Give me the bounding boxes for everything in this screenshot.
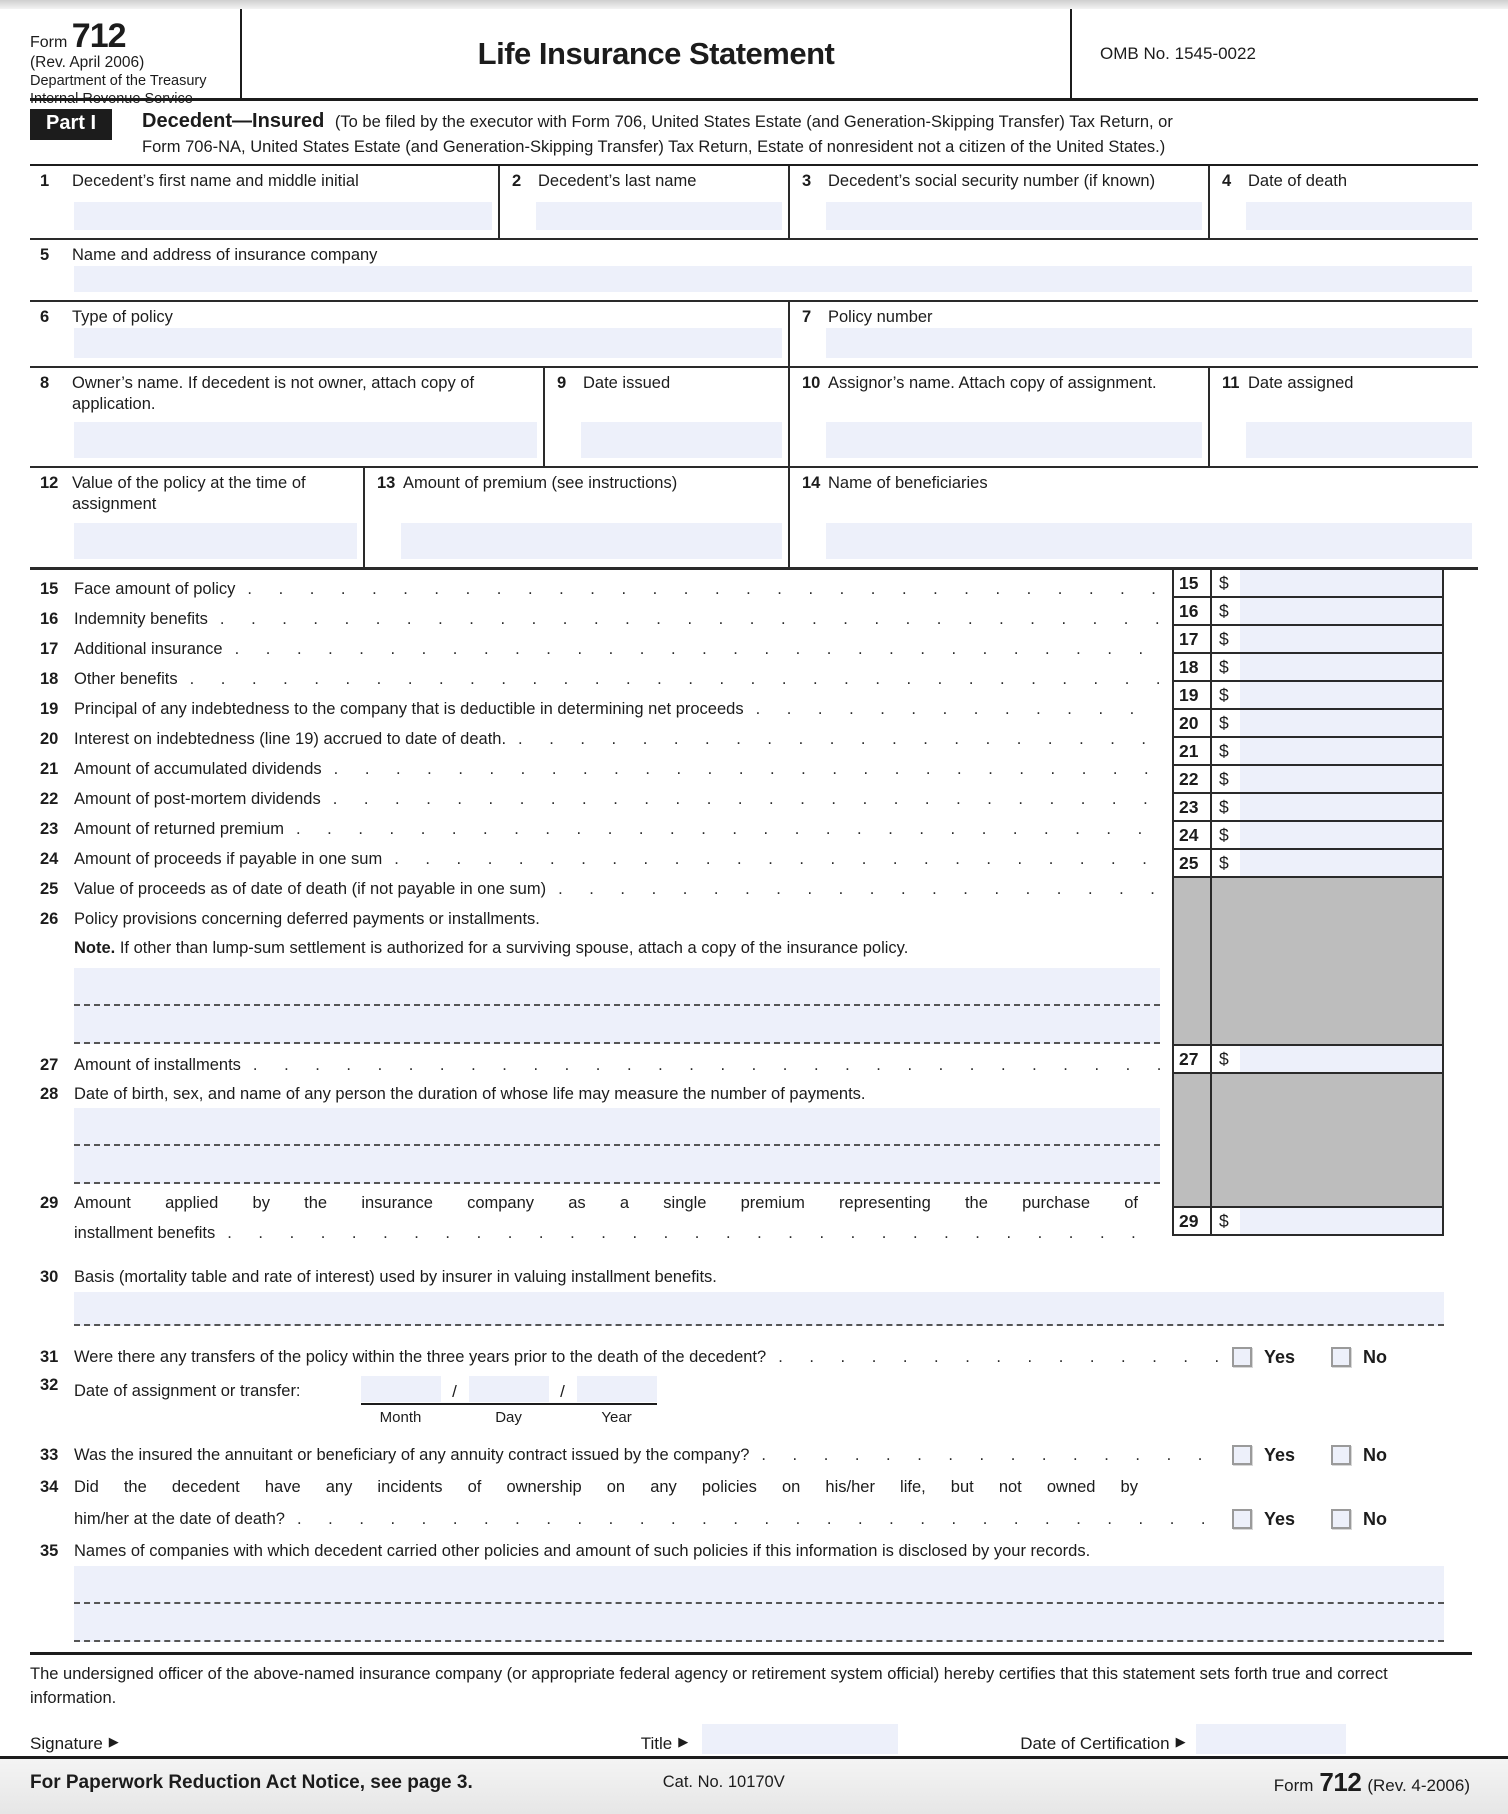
line-35 — [30, 1536, 1478, 1566]
line-28-write-line-1[interactable] — [74, 1108, 1160, 1146]
line-19 — [30, 694, 1162, 724]
line-34-no-checkbox[interactable] — [1331, 1509, 1351, 1529]
dot-leader — [334, 760, 1162, 779]
dot-leader — [227, 1224, 1162, 1243]
amount-box-27-number: 27 — [1174, 1046, 1212, 1072]
form-712-page — [0, 9, 1508, 1814]
amount-box-22-number: 22 — [1174, 766, 1212, 792]
amount-box-29 — [1172, 1206, 1444, 1236]
amount-15-input[interactable] — [1212, 570, 1442, 596]
line-28 — [30, 1080, 1162, 1108]
line-26-number: 26 — [40, 910, 59, 928]
field-11-label: Date assigned — [1248, 374, 1354, 392]
line-16-number: 16 — [40, 609, 59, 628]
line-17 — [30, 634, 1162, 664]
part1-heading: Decedent—Insured — [142, 110, 325, 132]
dollar-sign: $ — [1219, 628, 1229, 649]
beneficiaries-input[interactable] — [826, 523, 1472, 559]
form-number-footer: 712 — [1319, 1767, 1362, 1797]
line-35-write-line-1[interactable] — [74, 1566, 1444, 1604]
line-16-label: Indemnity benefits — [74, 609, 208, 628]
line-16 — [30, 604, 1162, 634]
line-29-continued — [30, 1218, 1162, 1248]
dot-leader — [333, 790, 1162, 809]
line-31-yes-no — [1232, 1347, 1444, 1368]
amount-box-25-number: 25 — [1174, 850, 1212, 876]
title-arrow-icon: ▶ — [678, 1734, 689, 1749]
line-33-yes-checkbox[interactable] — [1232, 1445, 1252, 1465]
line-15-number: 15 — [40, 579, 59, 598]
part1-instructions-line2: Form 706-NA, United States Estate (and Generation-Skipping Transfer) Tax Return, Estate of nonresident not a citizen of the United States.) — [142, 138, 1166, 156]
line-23-label: Amount of returned premium — [74, 819, 285, 838]
line-27-label: Amount of installments — [74, 1055, 241, 1074]
line-32 — [30, 1376, 1478, 1426]
line-26-label: Policy provisions concerning deferred payments or installments. — [74, 910, 540, 928]
amount-16-input[interactable] — [1212, 598, 1442, 624]
amount-box-19 — [1172, 680, 1444, 710]
title-label: Title — [640, 1734, 673, 1753]
amount-18-input[interactable] — [1212, 654, 1442, 680]
field-1-number: 1 — [40, 172, 50, 190]
line-32-label: Date of assignment or transfer: — [74, 1382, 301, 1400]
certification-statement: The undersigned officer of the above-named insurance company (or appropriate federal agency or retirement system official) hereby certifies that this statement sets forth true and correct information. — [30, 1652, 1472, 1710]
line-22-label: Amount of post-mortem dividends — [74, 789, 321, 808]
title-group — [641, 1724, 899, 1754]
field-insurance-company — [30, 240, 1478, 300]
amount-box-25 — [1172, 848, 1444, 878]
line-17-label: Additional insurance — [74, 639, 223, 658]
dollar-sign: $ — [1219, 656, 1229, 677]
line-26-write-line-1[interactable] — [74, 968, 1160, 1006]
dot-leader — [394, 850, 1162, 869]
dollar-sign: $ — [1219, 712, 1229, 733]
field-9-label: Date issued — [583, 374, 671, 392]
field-7-label: Policy number — [828, 308, 933, 326]
line-35-number: 35 — [40, 1542, 59, 1560]
line-26-note-text: If other than lump-sum settlement is authorized for a surviving spouse, attach a copy of the insurance policy. — [119, 939, 909, 957]
dollar-sign: $ — [1219, 684, 1229, 705]
signature-arrow-icon: ▶ — [108, 1734, 119, 1749]
amount-box-22 — [1172, 764, 1444, 794]
line-27 — [30, 1050, 1162, 1080]
amount-box-27 — [1172, 1044, 1444, 1074]
dot-leader — [247, 580, 1162, 599]
shaded-area-26 — [1172, 876, 1444, 1046]
field-assignor-name — [790, 368, 1210, 466]
field-12-number: 12 — [40, 474, 59, 492]
amount-19-input[interactable] — [1212, 682, 1442, 708]
line-29 — [30, 1188, 1162, 1218]
amount-22-input[interactable] — [1212, 766, 1442, 792]
line-26-input[interactable] — [74, 968, 1160, 1044]
line-21-label: Amount of accumulated dividends — [74, 759, 322, 778]
insurance-company-input[interactable] — [74, 266, 1472, 292]
amount-21-input[interactable] — [1212, 738, 1442, 764]
decedent-first-name-input[interactable] — [74, 202, 492, 230]
form-revision: (Rev. April 2006) — [30, 54, 145, 71]
field-5-label: Name and address of insurance company — [72, 246, 378, 264]
amount-box-19-number: 19 — [1174, 682, 1212, 708]
line-26-note-label: Note. — [74, 939, 116, 957]
lines-left-column — [30, 574, 1162, 1248]
amount-20-input[interactable] — [1212, 710, 1442, 736]
assignor-name-input[interactable] — [826, 422, 1202, 458]
title-label-group — [641, 1734, 689, 1754]
line-35-write-line-2[interactable] — [74, 1604, 1444, 1642]
field-6-number: 6 — [40, 308, 50, 326]
amount-box-21-number: 21 — [1174, 738, 1212, 764]
premium-amount-input[interactable] — [401, 523, 782, 559]
line-17-number: 17 — [40, 639, 59, 658]
line-28-label: Date of birth, sex, and name of any person the duration of whose life may measure the number of payments. — [74, 1085, 866, 1103]
amount-25-input[interactable] — [1212, 850, 1442, 876]
dot-leader — [518, 730, 1162, 749]
field-13-label: Amount of premium (see instructions) — [403, 474, 678, 492]
line-28-input[interactable] — [74, 1108, 1160, 1184]
line-18-label: Other benefits — [74, 669, 178, 688]
form-id-block — [30, 9, 242, 107]
line-29-label-line2: installment benefits — [74, 1223, 216, 1242]
day-label: Day — [495, 1409, 522, 1426]
line-19-number: 19 — [40, 699, 59, 718]
amount-box-16 — [1172, 596, 1444, 626]
line-20-number: 20 — [40, 729, 59, 748]
dot-leader — [220, 610, 1162, 629]
policy-type-input[interactable] — [74, 328, 782, 358]
amount-box-17 — [1172, 624, 1444, 654]
date-cert-label-group — [1020, 1734, 1185, 1754]
shaded-number-cell — [1174, 878, 1212, 1044]
field-owner-name — [30, 368, 545, 466]
line-26-note — [74, 934, 1084, 962]
field-8-label: Owner’s name. If decedent is not owner, attach copy of application. — [72, 374, 475, 413]
dot-leader — [778, 1348, 1222, 1367]
omb-number: OMB No. 1545-0022 — [1100, 43, 1256, 63]
field-decedent-ssn — [790, 166, 1210, 238]
line-19-label: Principal of any indebtedness to the company that is deductible in determining net proceeds — [74, 699, 744, 718]
amount-box-21 — [1172, 736, 1444, 766]
line-28-write-line-2[interactable] — [74, 1146, 1160, 1184]
paperwork-reduction-notice: For Paperwork Reduction Act Notice, see page 3. — [30, 1771, 473, 1793]
line-30-block — [30, 1262, 1478, 1326]
policy-number-input[interactable] — [826, 328, 1472, 358]
form-revision-footer: (Rev. 4-2006) — [1367, 1776, 1470, 1795]
line-15 — [30, 574, 1162, 604]
dot-leader — [761, 1446, 1222, 1465]
transfer-year-input[interactable] — [577, 1376, 657, 1402]
dollar-sign: $ — [1219, 796, 1229, 817]
title-input[interactable] — [702, 1724, 898, 1754]
amount-box-23 — [1172, 792, 1444, 822]
shaded-area-28 — [1172, 1072, 1444, 1208]
date-of-certification-input[interactable] — [1196, 1724, 1346, 1754]
amount-box-24-number: 24 — [1174, 822, 1212, 848]
omb-block — [1070, 9, 1478, 98]
field-2-label: Decedent’s last name — [538, 172, 697, 190]
line-24 — [30, 844, 1162, 874]
line-29-label-line1: Amount applied by the insurance company as a single premium representing the purchase of — [74, 1194, 1138, 1212]
line-28-number: 28 — [40, 1085, 59, 1103]
dot-leader — [235, 640, 1162, 659]
line-33-yes-label: Yes — [1264, 1444, 1296, 1465]
signature-label: Signature — [30, 1734, 103, 1753]
line-23 — [30, 814, 1162, 844]
dollar-sign: $ — [1219, 1210, 1229, 1231]
line-25-label: Value of proceeds as of date of death (if not payable in one sum) — [74, 879, 547, 898]
form-word: Form — [30, 34, 68, 51]
line-31-label: Were there any transfers of the policy within the three years prior to the death of the decedent? — [74, 1347, 767, 1366]
row-8-11 — [30, 368, 1478, 468]
amount-box-17-number: 17 — [1174, 626, 1212, 652]
amount-box-15-number: 15 — [1174, 570, 1212, 596]
line-21 — [30, 754, 1162, 784]
dot-leader — [190, 670, 1162, 689]
form-header — [30, 9, 1478, 107]
field-12-label: Value of the policy at the time of assignment — [72, 474, 306, 513]
field-4-label: Date of death — [1248, 172, 1348, 190]
part1-instructions-line1: (To be filed by the executor with Form 706, United States Estate (and Generation-Skipping Transfer) Tax Return, or — [334, 113, 1173, 131]
date-assigned-input[interactable] — [1246, 422, 1472, 458]
line-20-label: Interest on indebtedness (line 19) accrued to date of death. — [74, 729, 507, 748]
part1-description — [142, 109, 1173, 160]
line-24-number: 24 — [40, 849, 59, 868]
line-28-block — [30, 1080, 1162, 1184]
dollar-sign: $ — [1219, 740, 1229, 761]
line-31-number: 31 — [40, 1347, 59, 1366]
line-22-number: 22 — [40, 789, 59, 808]
field-policy-number — [790, 302, 1478, 366]
line-18 — [30, 664, 1162, 694]
row-6-7 — [30, 302, 1478, 368]
line-34 — [30, 1472, 1478, 1502]
transfer-day-input[interactable] — [469, 1376, 549, 1402]
line-31-no-label: No — [1363, 1346, 1388, 1367]
line-30 — [30, 1262, 1478, 1292]
field-policy-type — [30, 302, 790, 366]
line-25 — [30, 874, 1162, 904]
form-word: Form — [1273, 1776, 1314, 1795]
field-3-label: Decedent’s social security number (if known) — [828, 172, 1156, 190]
field-decedent-first-name — [30, 166, 500, 238]
field-date-of-death — [1210, 166, 1478, 238]
line-31-yes-label: Yes — [1264, 1346, 1296, 1367]
line-32-number: 32 — [40, 1376, 59, 1394]
field-7-number: 7 — [802, 308, 812, 326]
line-30-number: 30 — [40, 1268, 59, 1286]
amount-box-20-number: 20 — [1174, 710, 1212, 736]
date-separator: / — [560, 1382, 565, 1401]
month-label: Month — [379, 1409, 422, 1426]
amount-box-18-number: 18 — [1174, 654, 1212, 680]
row-12-14 — [30, 468, 1478, 570]
line-33-yes-no — [1232, 1445, 1444, 1466]
dot-leader — [296, 820, 1162, 839]
date-of-transfer-line — [361, 1376, 657, 1405]
amount-29-input[interactable] — [1212, 1208, 1442, 1234]
field-beneficiaries — [790, 468, 1478, 567]
field-2-number: 2 — [512, 172, 522, 190]
line-29-number: 29 — [40, 1194, 59, 1212]
dot-leader — [297, 1510, 1222, 1529]
field-5-number: 5 — [40, 246, 50, 264]
form-number: 712 — [71, 17, 126, 55]
amount-box-20 — [1172, 708, 1444, 738]
line-22 — [30, 784, 1162, 814]
amount-17-input[interactable] — [1212, 626, 1442, 652]
amount-box-29-number: 29 — [1174, 1208, 1212, 1234]
line-20 — [30, 724, 1162, 754]
line-26-write-line-2[interactable] — [74, 1006, 1160, 1044]
agency-line-1: Department of the Treasury — [30, 73, 207, 89]
date-of-transfer-labels — [361, 1409, 657, 1426]
field-10-number: 10 — [802, 374, 821, 392]
bottom-strip — [0, 1759, 1508, 1814]
line-34-no-label: No — [1363, 1508, 1388, 1529]
line-35-input[interactable] — [74, 1566, 1444, 1642]
line-33-label: Was the insured the annuitant or beneficiary of any annuity contract issued by the company? — [74, 1445, 750, 1464]
date-issued-input[interactable] — [581, 422, 782, 458]
line-26 — [30, 904, 1162, 934]
form-title: Life Insurance Statement — [477, 35, 835, 71]
line-34-label-line2: him/her at the date of death? — [74, 1509, 285, 1528]
amount-box-18 — [1172, 652, 1444, 682]
field-policy-value — [30, 468, 365, 567]
line-33 — [30, 1438, 1444, 1472]
date-cert-arrow-icon: ▶ — [1175, 1734, 1186, 1749]
line-34-label-line1: Did the decedent have any incidents of ownership on any policies on his/her life, but not owned by — [74, 1478, 1138, 1496]
decedent-ssn-input[interactable] — [826, 202, 1202, 230]
amount-column — [1172, 570, 1444, 1236]
line-34-number: 34 — [40, 1478, 59, 1496]
dollar-sign: $ — [1219, 852, 1229, 873]
page-top-strip — [0, 0, 1508, 9]
year-label: Year — [601, 1409, 632, 1426]
row-1-4 — [30, 166, 1478, 240]
amount-box-23-number: 23 — [1174, 794, 1212, 820]
signature-row — [30, 1710, 1478, 1754]
line-31-yes-checkbox[interactable] — [1232, 1347, 1252, 1367]
line-31-no-checkbox[interactable] — [1331, 1347, 1351, 1367]
field-9-number: 9 — [557, 374, 567, 392]
dollar-sign: $ — [1219, 1048, 1229, 1069]
amount-box-16-number: 16 — [1174, 598, 1212, 624]
field-premium-amount — [365, 468, 790, 567]
dollar-sign: $ — [1219, 824, 1229, 845]
lines-15-29-section — [30, 570, 1478, 1262]
line-34-yes-checkbox[interactable] — [1232, 1509, 1252, 1529]
line-33-number: 33 — [40, 1445, 59, 1464]
part1-badge: Part I — [30, 109, 112, 140]
field-6-label: Type of policy — [72, 308, 173, 326]
line-27-number: 27 — [40, 1055, 59, 1074]
date-of-transfer-group — [361, 1376, 657, 1426]
field-8-number: 8 — [40, 374, 50, 392]
row-5 — [30, 240, 1478, 302]
field-11-number: 11 — [1222, 374, 1240, 392]
field-13-number: 13 — [377, 474, 396, 492]
field-10-label: Assignor’s name. Attach copy of assignment. — [828, 374, 1157, 392]
line-33-no-checkbox[interactable] — [1331, 1445, 1351, 1465]
line-34-yes-no — [1232, 1509, 1444, 1530]
decedent-last-name-input[interactable] — [536, 202, 782, 230]
amount-27-input[interactable] — [1212, 1046, 1442, 1072]
dollar-sign: $ — [1219, 600, 1229, 621]
dot-leader — [253, 1056, 1162, 1075]
form-reference — [1274, 1767, 1470, 1798]
line-34-continued — [30, 1502, 1444, 1536]
field-date-assigned — [1210, 368, 1478, 466]
title-block — [242, 9, 1070, 98]
line-26-block — [30, 904, 1162, 1044]
line-21-number: 21 — [40, 759, 59, 778]
line-24-label: Amount of proceeds if payable in one sum — [74, 849, 383, 868]
field-14-label: Name of beneficiaries — [828, 474, 988, 492]
line-34-yes-label: Yes — [1264, 1508, 1296, 1529]
field-date-issued — [545, 368, 790, 466]
part1-bar — [30, 101, 1478, 166]
dollar-sign: $ — [1219, 768, 1229, 789]
line-31 — [30, 1340, 1444, 1374]
agency-line-2: Internal Revenue Service — [30, 91, 193, 107]
line-18-number: 18 — [40, 669, 59, 688]
date-of-certification-label: Date of Certification — [1020, 1734, 1170, 1753]
dot-leader — [756, 700, 1162, 719]
amount-box-24 — [1172, 820, 1444, 850]
amount-box-15 — [1172, 568, 1444, 598]
amount-24-input[interactable] — [1212, 822, 1442, 848]
catalog-number: Cat. No. 10170V — [662, 1773, 785, 1791]
line-33-no-label: No — [1363, 1444, 1388, 1465]
line-25-number: 25 — [40, 879, 59, 898]
field-3-number: 3 — [802, 172, 812, 190]
line-35-label: Names of companies with which decedent carried other policies and amount of such policies if this information is disclosed by your records. — [74, 1542, 1091, 1560]
amount-23-input[interactable] — [1212, 794, 1442, 820]
line-30-input[interactable] — [74, 1292, 1444, 1326]
date-of-certification-group — [1020, 1724, 1345, 1754]
line-23-number: 23 — [40, 819, 59, 838]
date-of-death-input[interactable] — [1246, 202, 1472, 230]
transfer-month-input[interactable] — [361, 1376, 441, 1402]
field-1-label: Decedent’s first name and middle initial — [72, 172, 359, 190]
shaded-number-cell — [1174, 1074, 1212, 1206]
dot-leader — [558, 880, 1162, 899]
line-15-label: Face amount of policy — [74, 579, 236, 598]
field-decedent-last-name — [500, 166, 790, 238]
field-14-number: 14 — [802, 474, 821, 492]
dollar-sign: $ — [1219, 572, 1229, 593]
line-30-label: Basis (mortality table and rate of interest) used by insurer in valuing installment benefits. — [74, 1268, 717, 1286]
date-separator: / — [452, 1382, 457, 1401]
field-4-number: 4 — [1222, 172, 1232, 190]
signature-label-group — [30, 1734, 119, 1754]
owner-name-input[interactable] — [74, 422, 537, 458]
line-35-block — [30, 1536, 1478, 1642]
policy-value-input[interactable] — [74, 523, 357, 559]
